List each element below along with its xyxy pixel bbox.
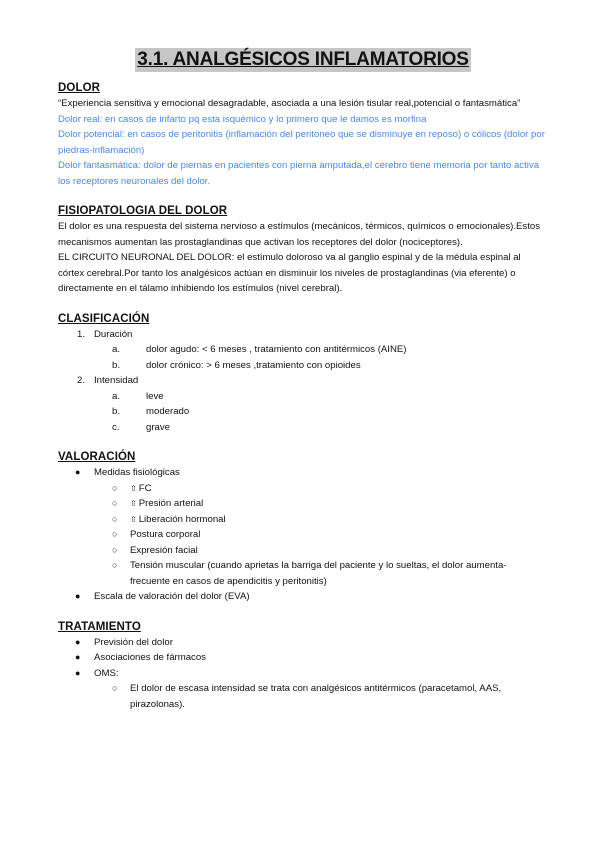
list-item-text: OMS: [94, 667, 119, 679]
fisiopatologia-paragraph-1: El dolor es una respuesta del sistema nervioso a estímulos (mecánicos, térmicos, químicos o emocionales).Estos mecanismos aumentan las prostaglandinas que activan los receptores del dolor (nociceptores). [58, 221, 541, 248]
list-subitem-text: Tensión muscular (cuando aprietas la barriga del paciente y lo sueltas, el dolor aumenta- frecuente en casos de apendicitis y peritonitis) [130, 560, 507, 587]
list-number: 1. [77, 328, 86, 340]
dolor-potencial: Dolor potencial: en casos de peritonitis (inflamación del peritoneo que se disminuye en reposo) o cólicos (dolor por piedras-inflamación) [58, 129, 545, 156]
document-page [58, 48, 548, 712]
list-letter: c. [112, 421, 120, 433]
list-subitem-text: moderado [146, 406, 190, 417]
list-number: 2. [77, 375, 86, 386]
list-subitem-text: dolor agudo: < 6 meses , tratamiento con antitérmicos (AINE) [146, 344, 407, 355]
bullet-icon: ● [75, 591, 81, 601]
dolor-real: Dolor real: en casos de infarto pq esta isquémico y lo primero que le damos es morfina [58, 113, 427, 125]
list-subitem [58, 342, 548, 358]
list-item [58, 465, 548, 481]
list-subitem [58, 481, 548, 497]
bullet-icon: ● [75, 667, 81, 678]
list-item-text: Asociaciones de fármacos [94, 652, 206, 663]
list-item [58, 373, 548, 389]
hollow-bullet-icon: ○ [112, 683, 118, 693]
list-subitem-text: Postura corporal [130, 529, 201, 540]
section-heading-dolor: DOLOR [58, 82, 101, 94]
hollow-bullet-icon: ○ [112, 513, 118, 524]
list-subitem-text: Presión arterial [138, 498, 204, 509]
list-item-text: Previsión del dolor [94, 636, 173, 648]
hollow-bullet-icon: ○ [112, 482, 118, 493]
fisiopatologia-paragraph-2: EL CIRCUITO NEURONAL DEL DOLOR: el estímulo doloroso va al ganglio espinal y de la médula espinal al córtex cerebral.Por tanto los analgésicos actúan en disminuir los niveles de prostaglandinas (via eferente) o directamente en el tálamo inhibiendo los estímulos (nivel cerebral). [58, 252, 521, 294]
up-arrow-icon: ⇧ [130, 499, 137, 508]
section-heading-clasificacion: CLASIFICACIÓN [58, 312, 150, 325]
bullet-icon: ● [75, 652, 81, 662]
section-heading-tratamiento: TRATAMIENTO [58, 620, 141, 633]
list-item [58, 650, 548, 666]
list-item [58, 589, 548, 605]
list-subitem [58, 512, 548, 528]
list-item [58, 327, 548, 343]
hollow-bullet-icon: ○ [112, 560, 118, 570]
hollow-bullet-icon: ○ [112, 529, 118, 539]
list-subitem [58, 358, 548, 374]
hollow-bullet-icon: ○ [112, 498, 118, 508]
dolor-fantasmatica: Dolor fantasmática: dolor de piernas en pacientes con pierna amputada,el cerebro tiene memoria por tanto activa los receptores neuronales del dolor. [58, 160, 540, 187]
list-subitem-text: dolor crónico: > 6 meses ,tratamiento con opioides [146, 359, 361, 371]
list-item-text: Escala de valoración del dolor (EVA) [94, 591, 250, 602]
list-subitem [58, 496, 548, 512]
hollow-bullet-icon: ○ [112, 544, 118, 555]
up-arrow-icon: ⇧ [130, 483, 137, 493]
list-subitem [58, 558, 548, 589]
list-subitem-text: Expresión facial [130, 544, 198, 556]
up-arrow-icon: ⇧ [130, 514, 137, 524]
bullet-icon: ● [75, 467, 81, 477]
list-item-label: Duración [94, 328, 133, 340]
list-subitem [58, 543, 548, 559]
section-heading-fisiopatologia: FISIOPATOLOGIA DEL DOLOR [58, 205, 228, 217]
clasificacion-list [58, 327, 548, 436]
list-item-text: Medidas fisiológicas [94, 467, 180, 478]
list-item [58, 666, 548, 682]
list-subitem [58, 389, 548, 405]
list-subitem [58, 527, 548, 543]
tratamiento-list [58, 635, 548, 713]
list-subitem-text: grave [146, 421, 170, 433]
list-letter: b. [112, 359, 121, 371]
list-item [58, 635, 548, 651]
section-heading-valoracion: VALORACIÓN [58, 451, 136, 463]
list-subitem [58, 420, 548, 436]
list-subitem-text: leve [146, 390, 164, 402]
dolor-definition: “Experiencia sensitiva y emocional desagradable, asociada a una lesión tisular real,potencial o fantasmática” [58, 98, 521, 109]
page-title: 3.1. ANALGÉSICOS INFLAMATORIOS [137, 49, 469, 70]
valoracion-list [58, 465, 548, 605]
list-subitem [58, 404, 548, 420]
list-subitem-text: Liberación hormonal [138, 513, 226, 525]
list-subitem [58, 681, 548, 712]
list-subitem-text: FC [138, 482, 152, 494]
list-letter: b. [112, 406, 121, 417]
list-item-label: Intensidad [94, 375, 139, 386]
list-subitem-text: El dolor de escasa intensidad se trata con analgésicos antitérmicos (paracetamol, AAS, pirazolonas). [130, 683, 502, 710]
list-letter: a. [112, 344, 121, 355]
bullet-icon: ● [75, 636, 81, 647]
list-letter: a. [112, 390, 121, 402]
